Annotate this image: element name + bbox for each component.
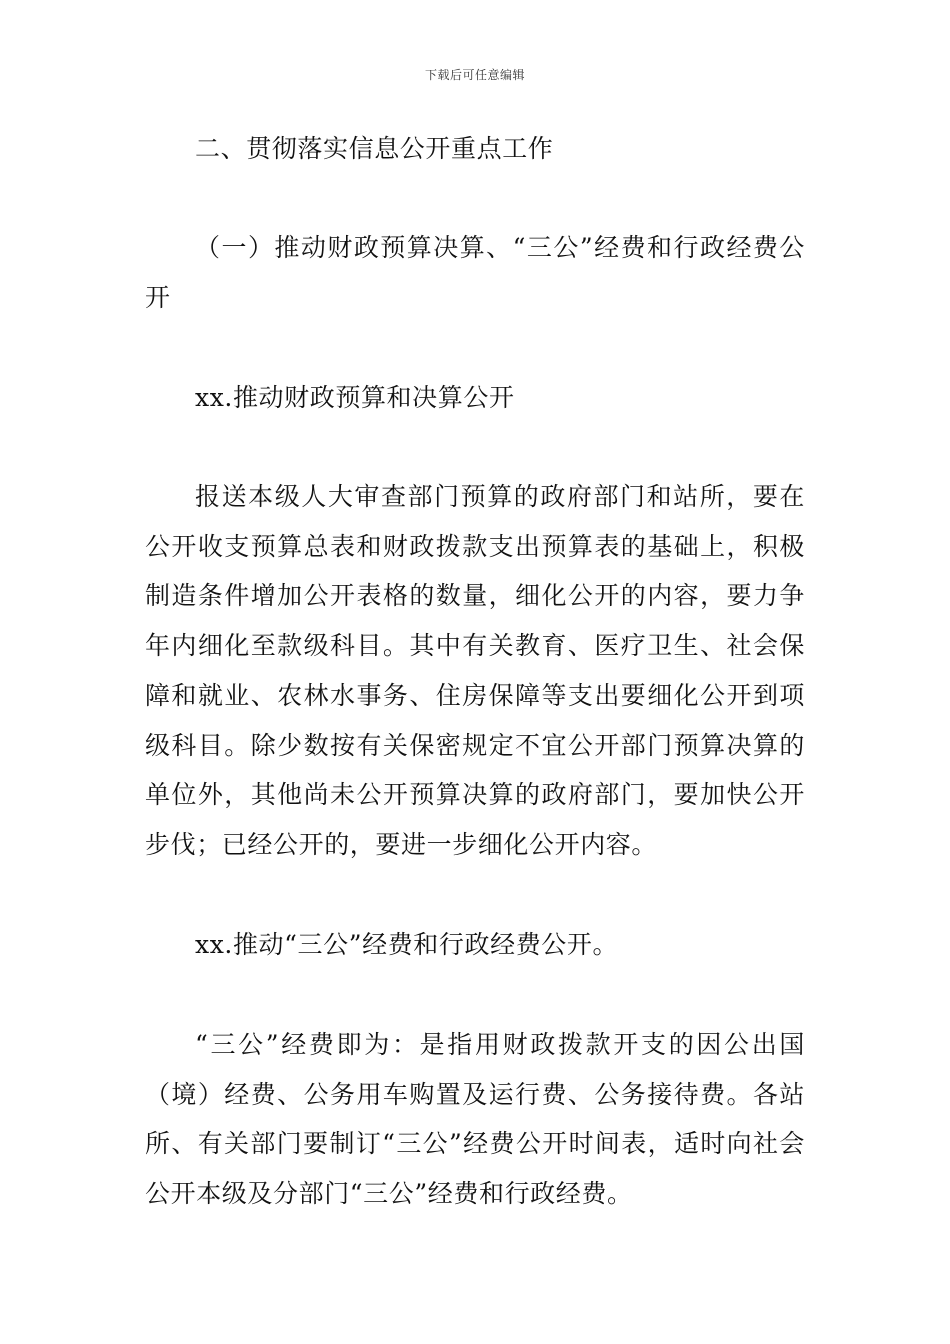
section-heading: 二、贯彻落实信息公开重点工作 — [195, 134, 554, 163]
item-title-budget: xx.推动财政预算和决算公开 — [195, 383, 515, 412]
item-title-three-public: xx.推动“三公”经费和行政经费公开。 — [195, 930, 619, 959]
paragraph-three-public: “三公”经费即为：是指用财政拨款开支的因公出国（境）经费、公务用车购置及运行费、公务接待费。各站所、有关部门要制订“三公”经费公开时间表，适时向社会公开本级及分部门“三公”经费和行政经费。 — [145, 1030, 805, 1209]
page-header: 下载后可任意编辑 — [424, 68, 525, 82]
paragraph-budget: 报送本级人大审查部门预算的政府部门和站所，要在公开收支预算总表和财政拨款支出预算表的基础上，积极制造条件增加公开表格的数量，细化公开的内容，要力争年内细化至款级科目。其中有关教育、医疗卫生、社会保障和就业、农林水事务、住房保障等支出要细化公开到项级科目。除少数按有关保密规定不宜公开部门预算决算的单位外，其他尚未公开预算决算的政府部门，要加快公开步伐；已经公开的，要进一步细化公开内容。 — [145, 482, 805, 859]
subsection-heading: （一）推动财政预算决算、“三公”经费和行政经费公开 — [145, 233, 805, 312]
